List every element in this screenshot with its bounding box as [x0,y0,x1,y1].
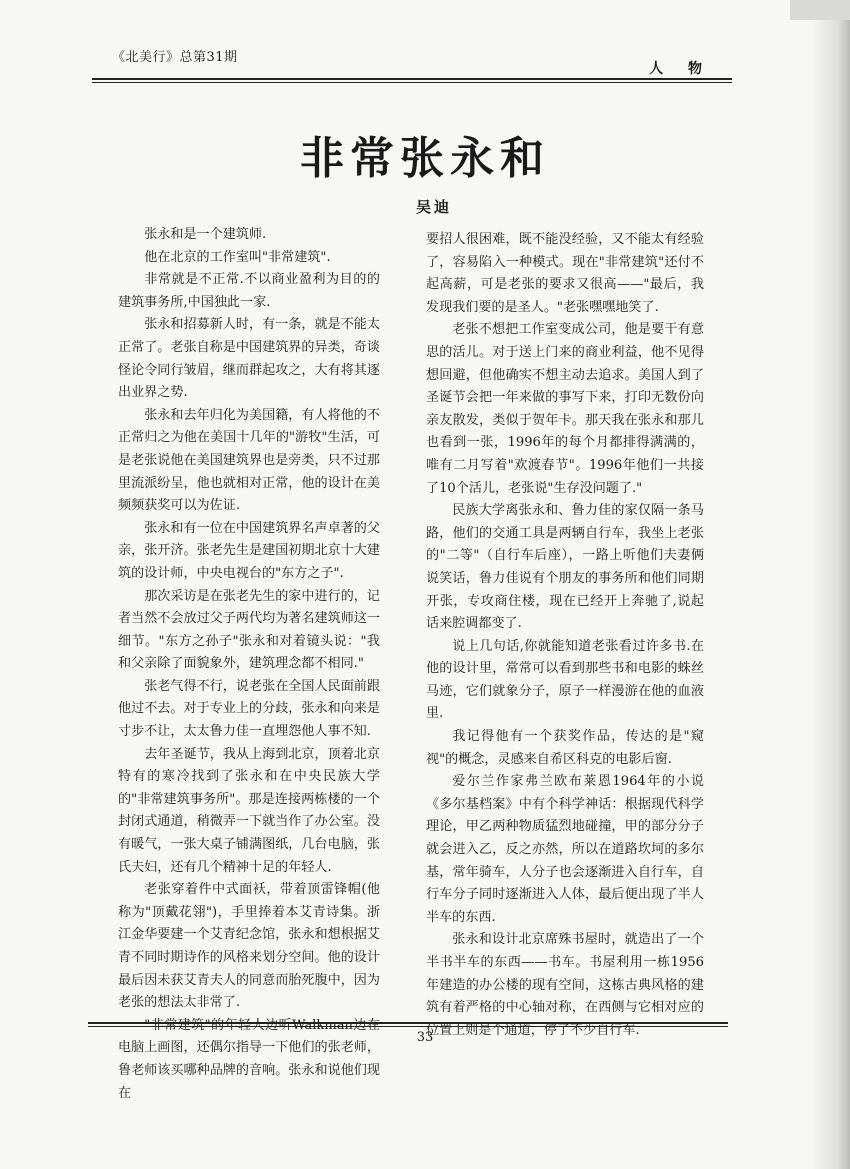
page-corner [790,0,850,20]
paragraph: 老张不想把工作室变成公司，他是要干有意思的活儿。对于送上门来的商业利益，他不见得想回避，但他确实不想主动去追求。美国人到了圣诞节会把一年来做的事写下来，打印无数份向亲友散发，类似于贺年卡。那天我在张永和那儿也看到一张，1996年的每个月都排得满满的，唯有二月写着"欢渡春节"。1996年他们一共接了10个活儿，老张说"生存没问题了." [426,322,704,496]
page-number: 33 [416,1030,434,1045]
paragraph: 张永和设计北京席殊书屋时，就造出了一个半书半车的东西——书车。书屋利用一栋1956年建造的办公楼的现有空间，这栋古典风格的建筑有着严格的中心轴对称，在西侧与它相对应的位置上则是个通道，停了不少自行车. [426,932,704,1038]
paragraph: 民族大学离张永和、鲁力佳的家仅隔一条马路，他们的交通工具是两辆自行车，我坐上老张的"二等"（自行车后座），一路上听他们夫妻俩说笑话，鲁力佳说有个朋友的事务所和他们同期开张，专攻商住楼，现在已经开上奔驰了,说起话来腔调都变了. [426,503,704,632]
paragraph: "非常建筑"的年轻人边听Walkman边在电脑上画图，还偶尔指导一下他们的张老师，鲁老师该买哪种品牌的音响。张永和说他们现在 [118,1017,380,1101]
header-rule [92,78,732,83]
paragraph: 老张穿着件中式面袄，带着顶雷锋帽(他称为"顶戴花翎")，手里捧着本艾青诗集。浙江金华要建一个艾青纪念馆，张永和想根据艾青不同时期诗作的风格来划分空间。他的设计最后因未获艾青夫人的同意而胎死腹中，因为老张的想法太非常了. [118,882,380,1011]
paragraph-continued: 要招人很困难，既不能没经验，又不能太有经验了，容易陷入一种模式。现在"非常建筑"还付不起高薪，可是老张的要求又很高——"最后，我发现我们要的是圣人。"老张嘿嘿地笑了. [426,232,704,315]
paragraph: 非常就是不正常.不以商业盈利为目的的建筑事务所,中国独此一家. [118,272,380,310]
paragraph: 张老气得不行，说老张在全国人民面前跟他过不去。对于专业上的分歧，张永和向来是寸步不让，太太鲁力佳一直埋怨他人事不知. [118,678,380,740]
paragraph: 张永和招募新人时，有一条，就是不能太正常了。老张自称是中国建筑界的异类，奇谈怪论令同行皱眉，继而群起攻之，大有将其逐出业界之势. [118,317,380,401]
paragraph: 张永和去年归化为美国籍，有人将他的不正常归之为他在美国十几年的"游牧"生活，可是老张说他在美国建筑界也是旁类，只不过那里流派纷呈，他也就相对正常，他的设计在美频频获奖可以为佐证. [118,407,380,514]
paragraph: 说上几句话,你就能知道老张看过许多书.在他的设计里，常常可以看到那些书和电影的蛛丝马迹，它们就象分子，原子一样漫游在他的血液里. [426,638,704,722]
footer-rule [88,1022,728,1027]
paragraph: 我记得他有一个获奖作品，传达的是"窥视"的概念，灵感来自希区科克的电影后窗. [426,729,704,767]
section-label: 人 物 [649,61,712,77]
article-title: 非常张永和 [300,133,550,184]
paragraph: 张永和有一位在中国建筑界名声卓著的父亲，张开济。张老先生是建国初期北京十大建筑的设计师，中央电视台的"东方之子". [118,520,380,581]
left-column [118,224,380,1105]
paragraph: 他在北京的工作室叫"非常建筑". [144,249,331,265]
paragraph: 去年圣诞节，我从上海到北京，顶着北京特有的寒冷找到了张永和在中央民族大学的"非常建筑事务所"。那是连接两栋楼的一个封闭式通道，稍微弄一下就当作了办公室。没有暖气，一张大桌子铺满图纸，几台电脑，张氏夫妇，还有几个精神十足的年轻人. [118,746,380,875]
paragraph: 爱尔兰作家弗兰欧布莱恩1964年的小说《多尔基档案》中有个科学神话：根据现代科学理论，甲乙两种物质猛烈地碰撞，甲的部分分子就会进入乙，反之亦然，所以在道路坎坷的多尔基，常年骑车，人分子也会逐渐进入自行车，自行车分子同时逐渐进入人体，最后便出现了半人半车的东西. [426,774,704,925]
magazine-issue-header: 《北美行》总第31期 [112,50,238,65]
article-author: 吴迪 [416,198,453,216]
paragraph: 那次采访是在张老先生的家中进行的，记者当然不会放过父子两代均为著名建筑师这一细节。"东方之孙子"张永和对着镜头说："我和父亲除了面貌象外，建筑理念都不相同." [118,588,380,672]
right-column [426,229,704,1042]
paragraph: 张永和是一个建筑师. [144,227,267,242]
